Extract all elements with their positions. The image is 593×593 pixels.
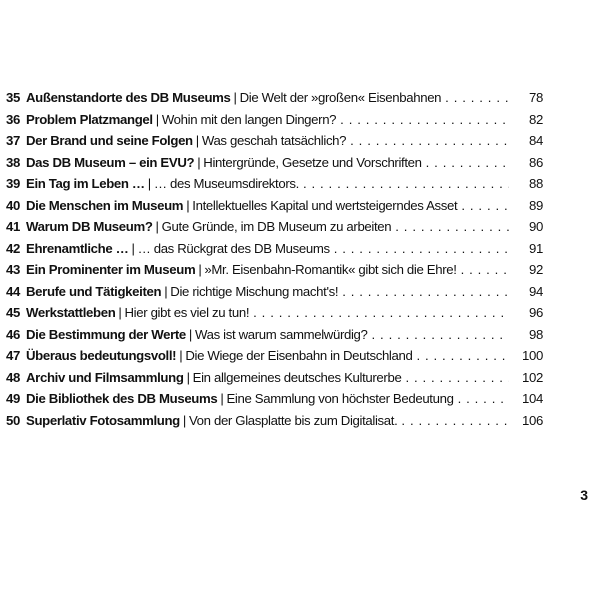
- dot-leader: [338, 284, 509, 299]
- page-ref: 94: [529, 283, 543, 299]
- dot-leader: [336, 112, 509, 127]
- chapter-subtitle: Ein allgemeines deutsches Kulturerbe: [192, 369, 402, 385]
- page-ref: 78: [529, 90, 543, 105]
- chapter-number: 37: [6, 133, 20, 148]
- chapter-number: 42: [6, 240, 20, 256]
- page-ref: 90: [529, 219, 543, 234]
- entry-text: [26, 284, 509, 299]
- separator: |: [197, 154, 201, 170]
- page-ref: 98: [529, 326, 543, 342]
- chapter-number: 41: [6, 219, 20, 234]
- chapter-title: Außenstandorte des DB Museums: [26, 90, 231, 105]
- entry-text: [26, 133, 509, 148]
- separator: |: [147, 176, 151, 191]
- entry-text: [26, 90, 509, 105]
- dot-leader: [249, 305, 509, 320]
- chapter-title: Die Bestimmung der Werte: [26, 326, 186, 342]
- page-ref: 100: [522, 348, 543, 363]
- toc-entry: [6, 348, 543, 370]
- separator: |: [155, 219, 159, 234]
- page-ref: 106: [522, 412, 543, 428]
- toc-entry: [6, 241, 543, 263]
- page-ref: 92: [529, 262, 543, 277]
- toc-entry: [6, 262, 543, 284]
- page-ref: 91: [529, 240, 543, 256]
- separator: |: [186, 369, 190, 385]
- chapter-number: 48: [6, 369, 20, 385]
- toc-entry: [6, 198, 543, 220]
- toc-entry: [6, 112, 543, 134]
- chapter-title: Archiv und Filmsammlung: [26, 369, 184, 385]
- page-ref: 86: [529, 154, 543, 170]
- chapter-subtitle: … des Museumsdirektors.: [153, 176, 299, 191]
- toc-entry: [6, 370, 543, 392]
- chapter-number: 40: [6, 197, 20, 213]
- dot-leader: [391, 219, 509, 234]
- separator: |: [198, 262, 202, 277]
- separator: |: [155, 111, 159, 127]
- toc-entry: [6, 413, 543, 435]
- chapter-number: 45: [6, 305, 20, 320]
- entry-text: [26, 198, 509, 213]
- dot-leader: [368, 327, 509, 342]
- chapter-number: 36: [6, 111, 20, 127]
- chapter-title: Ein Tag im Leben …: [26, 176, 145, 191]
- chapter-number: 35: [6, 90, 20, 105]
- chapter-title: Superlativ Fotosammlung: [26, 412, 180, 428]
- chapter-number: 39: [6, 176, 20, 191]
- page-ref: 102: [522, 369, 543, 385]
- chapter-title: Ein Prominenter im Museum: [26, 262, 196, 277]
- entry-text: [26, 112, 509, 127]
- separator: |: [220, 391, 224, 406]
- toc-entry: [6, 305, 543, 327]
- toc-entry: [6, 327, 543, 349]
- separator: |: [195, 133, 199, 148]
- chapter-title: Die Bibliothek des DB Museums: [26, 391, 218, 406]
- separator: |: [233, 90, 237, 105]
- entry-text: [26, 391, 509, 406]
- chapter-number: 47: [6, 348, 20, 363]
- chapter-number: 49: [6, 391, 20, 406]
- chapter-subtitle: Die richtige Mischung macht's!: [170, 283, 339, 299]
- entry-text: [26, 413, 509, 428]
- page-ref: 84: [529, 133, 543, 148]
- page-ref: 82: [529, 111, 543, 127]
- chapter-number: 46: [6, 326, 20, 342]
- chapter-number: 44: [6, 283, 20, 299]
- chapter-title: Berufe und Tätigkeiten: [26, 283, 162, 299]
- separator: |: [179, 348, 183, 363]
- dot-leader: [454, 391, 509, 406]
- page-ref: 104: [522, 391, 543, 406]
- separator: |: [188, 326, 192, 342]
- separator: |: [164, 283, 168, 299]
- toc-entry: [6, 391, 543, 413]
- separator: |: [182, 412, 186, 428]
- toc-entry: [6, 155, 543, 177]
- chapter-title: Warum DB Museum?: [26, 219, 153, 234]
- table-of-contents: [6, 90, 543, 434]
- page-ref: 88: [529, 176, 543, 191]
- page-ref: 89: [529, 197, 543, 213]
- chapter-title: Der Brand und seine Folgen: [26, 133, 193, 148]
- separator: |: [131, 240, 135, 256]
- chapter-subtitle: Hintergründe, Gesetze und Vorschriften: [203, 154, 422, 170]
- toc-entry: [6, 176, 543, 198]
- entry-text: [26, 348, 509, 363]
- toc-entry: [6, 90, 543, 112]
- dot-leader: [299, 176, 509, 191]
- chapter-subtitle: Was ist warum sammelwürdig?: [194, 326, 368, 342]
- dot-leader: [397, 413, 509, 428]
- chapter-number: 50: [6, 412, 20, 428]
- chapter-title: Das DB Museum – ein EVU?: [26, 154, 195, 170]
- chapter-number: 38: [6, 154, 20, 170]
- dot-leader: [441, 90, 509, 105]
- chapter-subtitle: Gute Gründe, im DB Museum zu arbeiten: [161, 219, 392, 234]
- toc-entry: [6, 284, 543, 306]
- chapter-subtitle: … das Rückgrat des DB Museums: [137, 240, 330, 256]
- chapter-subtitle: Was geschah tatsächlich?: [201, 133, 347, 148]
- chapter-subtitle: Hier gibt es viel zu tun!: [124, 305, 250, 320]
- chapter-subtitle: Intellektuelles Kapital und wertsteigerndes Asset: [192, 197, 458, 213]
- page-ref: 96: [529, 305, 543, 320]
- entry-text: [26, 327, 509, 342]
- entry-text: [26, 262, 509, 277]
- chapter-title: Ehrenamtliche …: [26, 240, 129, 256]
- entry-text: [26, 370, 509, 385]
- chapter-subtitle: Die Wiege der Eisenbahn in Deutschland: [185, 348, 413, 363]
- chapter-title: Problem Platzmangel: [26, 111, 153, 127]
- entry-text: [26, 155, 509, 170]
- dot-leader: [457, 198, 509, 213]
- chapter-subtitle: Von der Glasplatte bis zum Digitalisat.: [188, 412, 398, 428]
- chapter-subtitle: Wohin mit den langen Dingern?: [161, 111, 337, 127]
- separator: |: [186, 197, 190, 213]
- chapter-title: Werkstattleben: [26, 305, 116, 320]
- dot-leader: [346, 133, 509, 148]
- dot-leader: [330, 241, 509, 256]
- entry-text: [26, 219, 509, 234]
- separator: |: [118, 305, 122, 320]
- chapter-title: Überaus bedeutungsvoll!: [26, 348, 177, 363]
- chapter-subtitle: Eine Sammlung von höchster Bedeutung: [226, 391, 454, 406]
- toc-entry: [6, 133, 543, 155]
- dot-leader: [422, 155, 509, 170]
- chapter-title: Die Menschen im Museum: [26, 197, 184, 213]
- entry-text: [26, 176, 509, 191]
- dot-leader: [412, 348, 509, 363]
- entry-text: [26, 241, 509, 256]
- entry-text: [26, 305, 509, 320]
- dot-leader: [401, 370, 509, 385]
- page-number: 3: [580, 487, 588, 503]
- toc-entry: [6, 219, 543, 241]
- chapter-subtitle: »Mr. Eisenbahn-Romantik« gibt sich die Ehre!: [204, 262, 457, 277]
- chapter-subtitle: Die Welt der »großen« Eisenbahnen: [239, 90, 442, 105]
- dot-leader: [457, 262, 509, 277]
- chapter-number: 43: [6, 262, 20, 277]
